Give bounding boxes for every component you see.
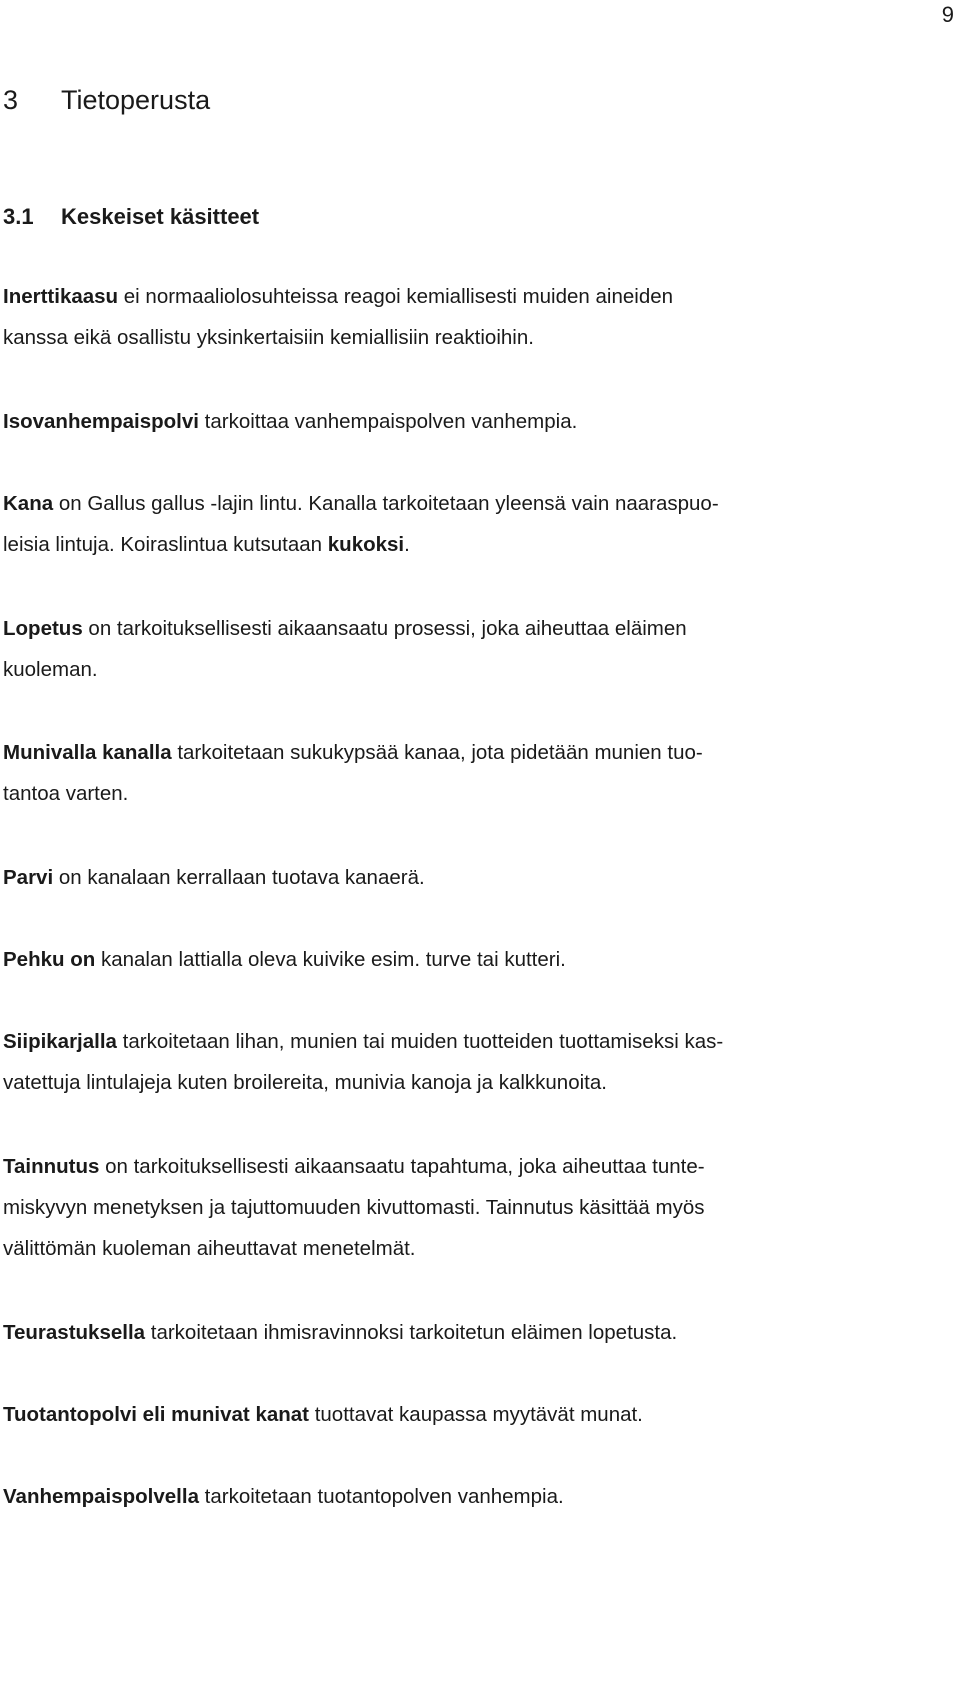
chapter-heading bbox=[3, 82, 210, 118]
paragraph-line bbox=[3, 483, 958, 524]
definition-paragraph bbox=[3, 857, 958, 898]
defined-term: Tainnutus bbox=[3, 1155, 100, 1178]
paragraph-line bbox=[3, 1187, 958, 1228]
definition-paragraph bbox=[3, 939, 958, 980]
definition-paragraph bbox=[3, 608, 958, 690]
definition-text: välittömän kuoleman aiheuttavat menetelmät. bbox=[3, 1237, 416, 1260]
paragraph-line bbox=[3, 773, 958, 814]
definition-text: ei normaaliolosuhteissa reagoi kemiallisesti muiden aineiden bbox=[118, 285, 674, 308]
definition-text: tarkoitetaan sukukypsää kanaa, jota pidetään munien tuo- bbox=[171, 741, 703, 764]
paragraph-line bbox=[3, 276, 958, 317]
paragraph-line bbox=[3, 649, 958, 690]
definition-paragraph bbox=[3, 1312, 958, 1353]
definition-text: on tarkoituksellisesti aikaansaatu tapahtuma, joka aiheuttaa tunte- bbox=[99, 1155, 705, 1178]
defined-term: Pehku on bbox=[3, 948, 96, 971]
paragraph-line bbox=[3, 401, 958, 442]
paragraph-line bbox=[3, 1476, 958, 1517]
definition-text: leisia lintuja. Koiraslintua kutsutaan bbox=[3, 533, 328, 556]
paragraph-line bbox=[3, 1146, 958, 1187]
paragraph-line bbox=[3, 524, 958, 565]
definition-text: kanalan lattialla oleva kuivike esim. turve tai kutteri. bbox=[95, 948, 566, 971]
defined-term: Kana bbox=[3, 492, 54, 515]
definition-paragraph bbox=[3, 276, 958, 358]
chapter-number: 3 bbox=[3, 85, 19, 115]
defined-term: Lopetus bbox=[3, 617, 83, 640]
defined-term: Parvi bbox=[3, 866, 54, 889]
definition-text: tantoa varten. bbox=[3, 782, 129, 805]
paragraph-line bbox=[3, 317, 958, 358]
definition-paragraph bbox=[3, 1394, 958, 1435]
paragraph-line bbox=[3, 1062, 958, 1103]
paragraph-line bbox=[3, 1394, 958, 1435]
definition-text: tarkoittaa vanhempaispolven vanhempia. bbox=[198, 410, 578, 433]
definition-paragraph bbox=[3, 1476, 958, 1517]
paragraph-line bbox=[3, 1228, 958, 1269]
paragraph-line bbox=[3, 1021, 958, 1062]
defined-term: Vanhempaispolvella bbox=[3, 1485, 199, 1508]
definition-text: on kanalaan kerrallaan tuotava kanaerä. bbox=[53, 866, 425, 889]
definition-text: kanssa eikä osallistu yksinkertaisiin kemiallisiin reaktioihin. bbox=[3, 326, 534, 349]
definition-text: tuottavat kaupassa myytävät munat. bbox=[309, 1403, 643, 1426]
defined-term: kukoksi bbox=[327, 533, 405, 556]
definition-text: tarkoitetaan ihmisravinnoksi tarkoitetun eläimen lopetusta. bbox=[145, 1321, 678, 1344]
paragraph-line bbox=[3, 1312, 958, 1353]
definition-text: kuoleman. bbox=[3, 658, 98, 681]
chapter-title: Tietoperusta bbox=[61, 85, 211, 115]
definition-text: tarkoitetaan lihan, munien tai muiden tuotteiden tuottamiseksi kas- bbox=[116, 1030, 724, 1053]
section-heading bbox=[3, 202, 259, 232]
defined-term: Inerttikaasu bbox=[3, 285, 119, 308]
definition-text: on Gallus gallus -lajin lintu. Kanalla tarkoitetaan yleensä vain naaraspuo- bbox=[53, 492, 719, 515]
definition-text: tarkoitetaan tuotantopolven vanhempia. bbox=[198, 1485, 564, 1508]
definition-paragraph bbox=[3, 401, 958, 442]
section-title: Keskeiset käsitteet bbox=[61, 204, 260, 229]
definition-paragraph bbox=[3, 483, 958, 565]
definition-text: vatettuja lintulajeja kuten broilereita, munivia kanoja ja kalkkunoita. bbox=[3, 1071, 607, 1094]
defined-term: Munivalla kanalla bbox=[3, 741, 172, 764]
definition-paragraph bbox=[3, 732, 958, 814]
paragraph-line bbox=[3, 939, 958, 980]
section-number: 3.1 bbox=[3, 204, 34, 229]
paragraph-line bbox=[3, 857, 958, 898]
definition-text: . bbox=[404, 533, 410, 556]
paragraph-line bbox=[3, 732, 958, 773]
definition-text: on tarkoituksellisesti aikaansaatu prosessi, joka aiheuttaa eläimen bbox=[82, 617, 687, 640]
paragraph-line bbox=[3, 608, 958, 649]
definition-paragraph bbox=[3, 1021, 958, 1103]
page-number: 9 bbox=[941, 2, 954, 27]
defined-term: Isovanhempaispolvi bbox=[3, 410, 199, 433]
defined-term: Tuotantopolvi eli munivat kanat bbox=[3, 1403, 310, 1426]
defined-term: Teurastuksella bbox=[3, 1321, 146, 1344]
defined-term: Siipikarjalla bbox=[3, 1030, 117, 1053]
definition-text: miskyvyn menetyksen ja tajuttomuuden kivuttomasti. Tainnutus käsittää myös bbox=[3, 1196, 705, 1219]
definition-paragraph bbox=[3, 1146, 958, 1269]
